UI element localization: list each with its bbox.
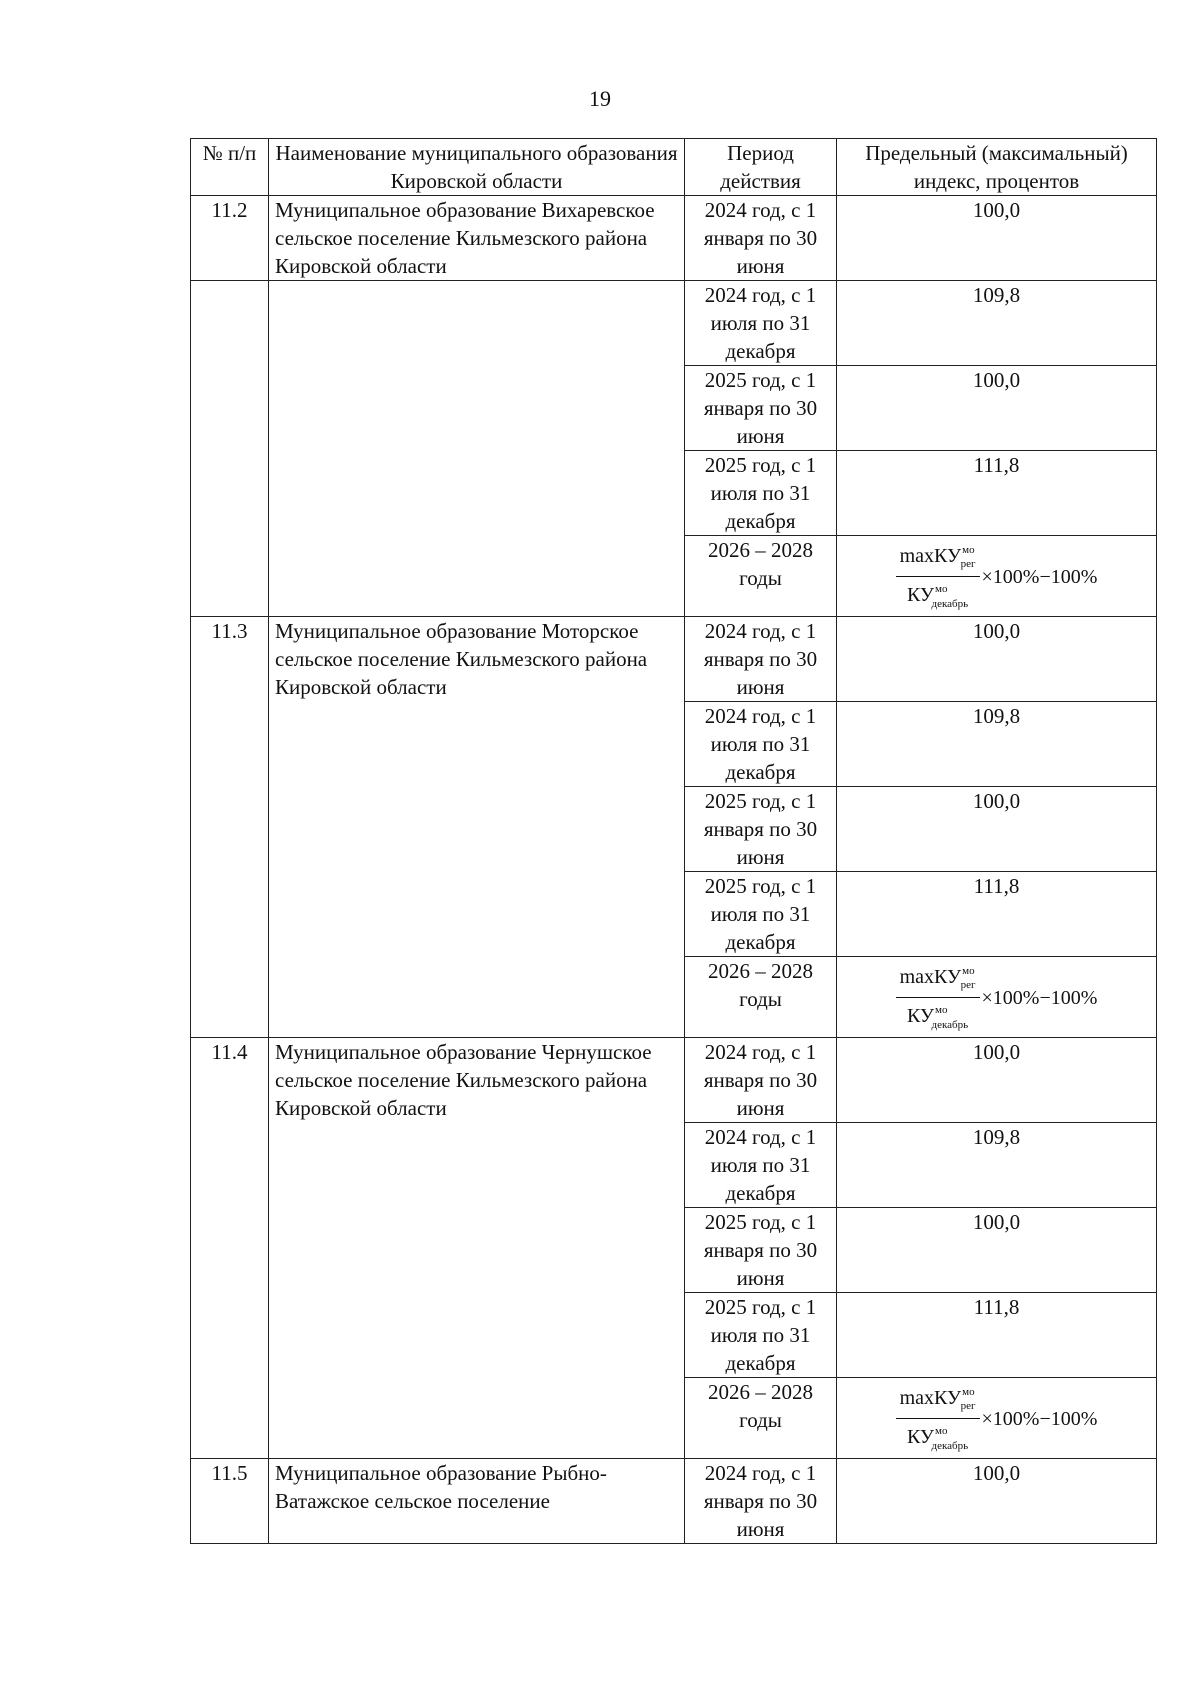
index-cell: 111,8 <box>837 451 1157 536</box>
index-cell: 100,0 <box>837 196 1157 281</box>
header-period: Период действия <box>685 139 837 196</box>
index-cell: 100,0 <box>837 1208 1157 1293</box>
formula-tail: ×100%−100% <box>981 987 1098 1009</box>
table-row <box>191 281 1157 366</box>
index-cell: 100,0 <box>837 366 1157 451</box>
period-cell: 2024 год, с 1 января по 30 июня <box>685 1038 837 1123</box>
table-header-row <box>191 139 1157 196</box>
formula-numerator-sup: мо <box>962 544 975 556</box>
table-body <box>191 196 1157 1544</box>
table-row <box>191 196 1157 281</box>
formula-denominator <box>903 1419 972 1458</box>
municipality-name: Муниципальное образование Рыбно-Ватажское сельское поселение <box>269 1459 685 1544</box>
formula-numerator-sup: мо <box>962 1386 975 1398</box>
formula-denominator-text: КУ <box>906 1005 935 1027</box>
formula-fraction <box>896 1380 980 1458</box>
formula-numerator-sub: рег <box>960 558 976 570</box>
index-cell <box>837 957 1157 1038</box>
index-formula <box>896 538 1098 616</box>
formula-denominator <box>903 998 972 1037</box>
formula-numerator <box>896 1380 980 1419</box>
page-number: 19 <box>589 86 611 111</box>
period-cell: 2024 год, с 1 июля по 31 декабря <box>685 281 837 366</box>
formula-numerator-text: maxКУ <box>899 545 962 567</box>
tariff-index-table <box>190 138 1157 1544</box>
period-cell: 2025 год, с 1 июля по 31 декабря <box>685 451 837 536</box>
period-cell: 2025 год, с 1 января по 30 июня <box>685 366 837 451</box>
index-cell: 100,0 <box>837 787 1157 872</box>
index-cell: 100,0 <box>837 617 1157 702</box>
formula-denominator-sup: мо <box>935 1425 948 1437</box>
period-cell: 2024 год, с 1 января по 30 июня <box>685 1459 837 1544</box>
index-cell <box>837 536 1157 617</box>
formula-denominator-sup: мо <box>935 583 948 595</box>
formula-numerator <box>896 959 980 998</box>
municipality-name <box>269 281 685 617</box>
index-cell: 109,8 <box>837 702 1157 787</box>
row-number: 11.4 <box>191 1038 269 1459</box>
index-cell: 111,8 <box>837 1293 1157 1378</box>
row-number: 11.3 <box>191 617 269 1038</box>
formula-tail: ×100%−100% <box>981 1408 1098 1430</box>
header-num: № п/п <box>191 139 269 196</box>
index-cell: 100,0 <box>837 1459 1157 1544</box>
formula-denominator-text: КУ <box>906 584 935 606</box>
formula-numerator-text: maxКУ <box>899 966 962 988</box>
formula-denominator <box>903 577 972 616</box>
formula-denominator-sub: декабрь <box>931 598 969 610</box>
period-cell: 2025 год, с 1 июля по 31 декабря <box>685 872 837 957</box>
period-cell: 2025 год, с 1 января по 30 июня <box>685 1208 837 1293</box>
formula-numerator-sub: рег <box>960 979 976 991</box>
table-row <box>191 617 1157 702</box>
formula-numerator <box>896 538 980 577</box>
municipality-name: Муниципальное образование Чернушское сельское поселение Кильмезского района Кировской области <box>269 1038 685 1459</box>
header-index: Предельный (максимальный) индекс, процентов <box>837 139 1157 196</box>
index-cell: 109,8 <box>837 281 1157 366</box>
formula-denominator-sup: мо <box>935 1004 948 1016</box>
formula-fraction <box>896 538 980 616</box>
period-cell: 2024 год, с 1 июля по 31 декабря <box>685 702 837 787</box>
index-cell: 100,0 <box>837 1038 1157 1123</box>
formula-numerator-sub: рег <box>960 1400 976 1412</box>
formula-numerator-text: maxКУ <box>899 1387 962 1409</box>
period-cell: 2026 – 2028 годы <box>685 536 837 617</box>
period-cell: 2024 год, с 1 января по 30 июня <box>685 617 837 702</box>
period-cell: 2025 год, с 1 июля по 31 декабря <box>685 1293 837 1378</box>
index-formula <box>896 1380 1098 1458</box>
formula-numerator-sup: мо <box>962 965 975 977</box>
period-cell: 2026 – 2028 годы <box>685 1378 837 1459</box>
table-row <box>191 1459 1157 1544</box>
period-cell: 2024 год, с 1 июля по 31 декабря <box>685 1123 837 1208</box>
index-cell: 111,8 <box>837 872 1157 957</box>
period-cell: 2024 год, с 1 января по 30 июня <box>685 196 837 281</box>
formula-fraction <box>896 959 980 1037</box>
period-cell: 2025 год, с 1 января по 30 июня <box>685 787 837 872</box>
formula-denominator-sub: декабрь <box>931 1019 969 1031</box>
formula-denominator-sub: декабрь <box>931 1440 969 1452</box>
index-formula <box>896 959 1098 1037</box>
row-number: 11.5 <box>191 1459 269 1544</box>
formula-denominator-text: КУ <box>906 1426 935 1448</box>
index-cell: 109,8 <box>837 1123 1157 1208</box>
municipality-name: Муниципальное образование Вихаревское сельское поселение Кильмезского района Кировской области <box>269 196 685 281</box>
period-cell: 2026 – 2028 годы <box>685 957 837 1038</box>
header-name: Наименование муниципального образования Кировской области <box>269 139 685 196</box>
index-cell <box>837 1378 1157 1459</box>
row-number <box>191 281 269 617</box>
municipality-name: Муниципальное образование Моторское сельское поселение Кильмезского района Кировской области <box>269 617 685 1038</box>
row-number: 11.2 <box>191 196 269 281</box>
formula-tail: ×100%−100% <box>981 566 1098 588</box>
table-row <box>191 1038 1157 1123</box>
